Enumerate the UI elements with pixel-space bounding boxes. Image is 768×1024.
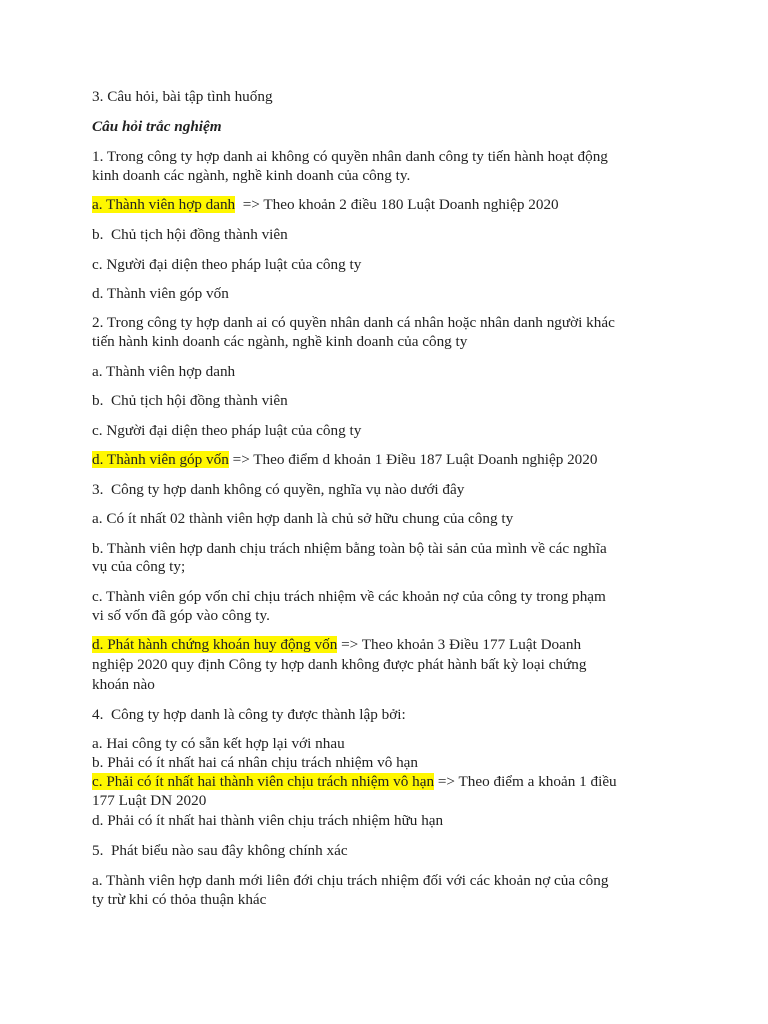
text-line xyxy=(92,841,348,860)
text-line xyxy=(92,791,206,810)
line-text: => Theo khoản 3 Điều 177 Luật Doanh xyxy=(337,636,582,653)
highlighted-answer: c. Phải có ít nhất hai thành viên chịu trách nhiệm vô hạn xyxy=(92,773,435,790)
line-text: 3. Câu hỏi, bài tập tình huống xyxy=(92,88,273,105)
text-line xyxy=(92,734,345,753)
line-text: vi số vốn đã góp vào công ty. xyxy=(92,607,270,624)
text-line xyxy=(92,587,606,606)
text-line xyxy=(92,225,288,244)
text-line xyxy=(92,509,513,528)
line-text: 2. Trong công ty hợp danh ai có quyền nhân danh cá nhân hoặc nhân danh người khác xyxy=(92,314,615,331)
line-text: b. Chủ tịch hội đồng thành viên xyxy=(92,226,288,243)
line-text: d. Phải có ít nhất hai thành viên chịu trách nhiệm hữu hạn xyxy=(92,812,444,829)
text-line xyxy=(92,675,155,694)
highlighted-answer: d. Thành viên góp vốn xyxy=(92,451,229,468)
text-line xyxy=(92,313,615,332)
text-line xyxy=(92,753,418,772)
line-text: ty trừ khi có thỏa thuận khác xyxy=(92,891,267,908)
line-text: 1. Trong công ty hợp danh ai không có quyền nhân danh công ty tiến hành hoạt động xyxy=(92,148,608,165)
text-line xyxy=(92,557,185,576)
line-text: vụ của công ty; xyxy=(92,558,186,575)
text-line xyxy=(92,87,273,106)
line-text: b. Chủ tịch hội đồng thành viên xyxy=(92,392,288,409)
line-text: 4. Công ty hợp danh là công ty được thành lập bởi: xyxy=(92,706,406,723)
line-text: 5. Phát biểu nào sau đây không chính xác xyxy=(92,842,348,859)
text-line xyxy=(92,147,608,166)
text-line xyxy=(92,255,361,274)
text-line xyxy=(92,871,608,890)
line-text: 3. Công ty hợp danh không có quyền, nghĩa vụ nào dưới đây xyxy=(92,481,465,498)
text-line xyxy=(92,705,406,724)
line-text: kinh doanh các ngành, nghề kinh doanh của công ty. xyxy=(92,167,411,184)
line-text: a. Hai công ty có sẵn kết hợp lại với nhau xyxy=(92,735,345,752)
line-text: => Theo khoản 2 điều 180 Luật Doanh nghiệp 2020 xyxy=(235,196,559,213)
text-line xyxy=(92,772,617,791)
highlighted-answer: d. Phát hành chứng khoán huy động vốn xyxy=(92,636,338,653)
text-line xyxy=(92,606,270,625)
text-line xyxy=(92,284,229,303)
line-text: b. Phải có ít nhất hai cá nhân chịu trách nhiệm vô hạn xyxy=(92,754,419,771)
text-line xyxy=(92,655,586,674)
text-line xyxy=(92,362,235,381)
line-text: d. Thành viên góp vốn xyxy=(92,285,229,302)
text-line xyxy=(92,332,467,351)
line-text: => Theo điểm d khoản 1 Điều 187 Luật Doanh nghiệp 2020 xyxy=(228,451,598,468)
line-text: nghiệp 2020 quy định Công ty hợp danh không được phát hành bất kỳ loại chứng xyxy=(92,656,587,673)
text-line xyxy=(92,480,464,499)
highlighted-answer: a. Thành viên hợp danh xyxy=(92,196,236,213)
text-line xyxy=(92,166,410,185)
line-text: a. Thành viên hợp danh xyxy=(92,363,236,380)
line-text: 177 Luật DN 2020 xyxy=(92,792,207,809)
text-line xyxy=(92,635,581,654)
line-text: khoán nào xyxy=(92,676,155,693)
line-text: Câu hỏi trắc nghiệm xyxy=(92,118,222,135)
line-text: c. Người đại diện theo pháp luật của công ty xyxy=(92,256,362,273)
line-text: a. Có ít nhất 02 thành viên hợp danh là chủ sở hữu chung của công ty xyxy=(92,510,514,527)
text-line xyxy=(92,195,559,214)
text-line xyxy=(92,450,597,469)
text-line xyxy=(92,421,361,440)
line-text: c. Thành viên góp vốn chỉ chịu trách nhiệm về các khoản nợ của công ty trong phạm xyxy=(92,588,606,605)
line-text: a. Thành viên hợp danh mới liên đới chịu trách nhiệm đối với các khoản nợ của công xyxy=(92,872,609,889)
text-line xyxy=(92,391,288,410)
line-text: b. Thành viên hợp danh chịu trách nhiệm bằng toàn bộ tài sản của mình về các nghĩa xyxy=(92,540,607,557)
line-text: tiến hành kinh doanh các ngành, nghề kinh doanh của công ty xyxy=(92,333,468,350)
text-line xyxy=(92,811,443,830)
line-text: c. Người đại diện theo pháp luật của công ty xyxy=(92,422,362,439)
text-line xyxy=(92,539,607,558)
line-text: => Theo điểm a khoản 1 điều xyxy=(434,773,617,790)
text-line xyxy=(92,890,266,909)
section-heading xyxy=(92,117,222,136)
